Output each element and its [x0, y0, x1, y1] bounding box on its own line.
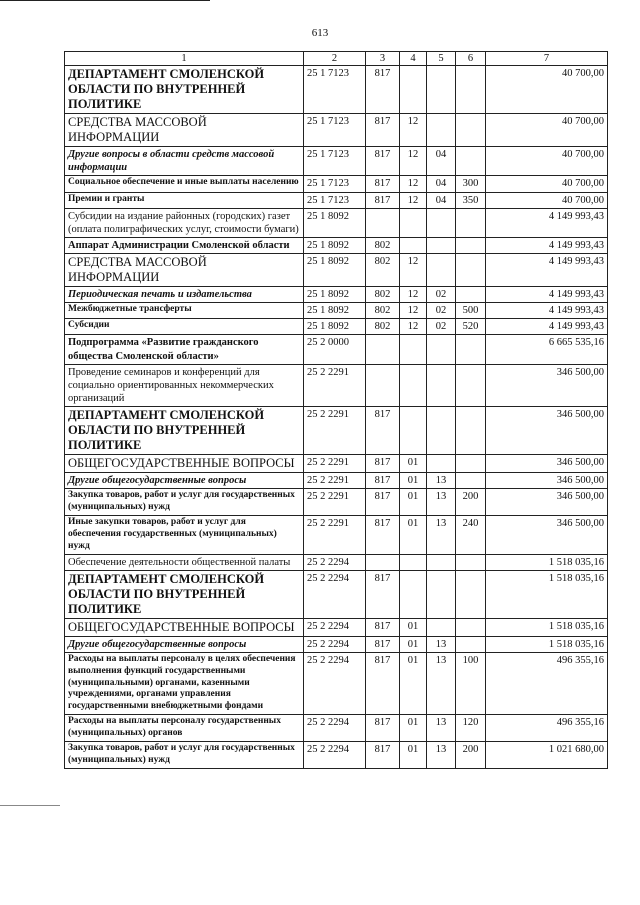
row-sum-cell: 4 149 993,43 — [486, 319, 608, 335]
col-header: 1 — [65, 52, 304, 66]
row-vr-cell: 300 — [456, 176, 486, 192]
row-ministry-cell: 802 — [366, 287, 400, 303]
row-name-cell: Обеспечение деятельности общественной палаты — [65, 554, 304, 570]
row-subsection-cell: 13 — [427, 652, 456, 714]
row-subsection-cell: 02 — [427, 319, 456, 335]
row-code-cell: 25 1 8092 — [304, 237, 366, 253]
header-row — [65, 52, 608, 66]
row-name-cell: Премии и гранты — [65, 192, 304, 208]
row-name-cell: ДЕПАРТАМЕНТ СМОЛЕНСКОЙ ОБЛАСТИ ПО ВНУТРЕННЕЙ ПОЛИТИКЕ — [65, 570, 304, 618]
row-section-cell — [400, 208, 427, 237]
row-ministry-cell: 817 — [366, 636, 400, 652]
row-section-cell: 01 — [400, 618, 427, 636]
row-name-cell: Расходы на выплаты персоналу государственных (муниципальных) органов — [65, 715, 304, 742]
row-sum-cell: 1 021 680,00 — [486, 741, 608, 768]
row-sum-cell: 346 500,00 — [486, 455, 608, 473]
row-code-cell: 25 2 2294 — [304, 715, 366, 742]
row-ministry-cell: 817 — [366, 489, 400, 516]
row-section-cell: 01 — [400, 741, 427, 768]
row-sum-cell: 1 518 035,16 — [486, 570, 608, 618]
row-section-cell: 12 — [400, 147, 427, 176]
table-row — [65, 618, 608, 636]
row-code-cell: 25 2 2294 — [304, 636, 366, 652]
row-name-cell: Другие общегосударственные вопросы — [65, 636, 304, 652]
row-name-cell: Другие вопросы в области средств массовой информации — [65, 147, 304, 176]
row-vr-cell — [456, 554, 486, 570]
table-row — [65, 515, 608, 554]
row-section-cell: 01 — [400, 652, 427, 714]
row-sum-cell: 4 149 993,43 — [486, 287, 608, 303]
row-section-cell — [400, 570, 427, 618]
row-name-cell: Подпрограмма «Развитие гражданского общества Смоленской области» — [65, 335, 304, 364]
row-section-cell: 12 — [400, 319, 427, 335]
row-sum-cell: 496 355,16 — [486, 715, 608, 742]
table-row — [65, 319, 608, 335]
row-section-cell: 01 — [400, 515, 427, 554]
row-vr-cell — [456, 618, 486, 636]
row-sum-cell: 346 500,00 — [486, 407, 608, 455]
row-code-cell: 25 2 2294 — [304, 554, 366, 570]
table-row — [65, 303, 608, 319]
row-sum-cell: 1 518 035,16 — [486, 636, 608, 652]
table-row — [65, 455, 608, 473]
table-row — [65, 335, 608, 364]
row-section-cell — [400, 407, 427, 455]
row-subsection-cell: 04 — [427, 176, 456, 192]
row-section-cell: 12 — [400, 192, 427, 208]
row-name-cell: Субсидии — [65, 319, 304, 335]
table-row — [65, 287, 608, 303]
row-section-cell: 12 — [400, 303, 427, 319]
col-header: 2 — [304, 52, 366, 66]
row-subsection-cell: 02 — [427, 287, 456, 303]
row-section-cell: 12 — [400, 176, 427, 192]
row-name-cell: Межбюджетные трансферты — [65, 303, 304, 319]
row-name-cell: ДЕПАРТАМЕНТ СМОЛЕНСКОЙ ОБЛАСТИ ПО ВНУТРЕННЕЙ ПОЛИТИКЕ — [65, 407, 304, 455]
row-sum-cell: 1 518 035,16 — [486, 554, 608, 570]
row-ministry-cell: 817 — [366, 715, 400, 742]
row-subsection-cell — [427, 364, 456, 406]
budget-table — [64, 51, 608, 769]
row-section-cell: 01 — [400, 636, 427, 652]
row-vr-cell — [456, 254, 486, 287]
row-sum-cell: 6 665 535,16 — [486, 335, 608, 364]
row-name-cell: Аппарат Администрации Смоленской области — [65, 237, 304, 253]
row-section-cell: 01 — [400, 715, 427, 742]
row-code-cell: 25 2 2294 — [304, 570, 366, 618]
row-code-cell: 25 2 2291 — [304, 489, 366, 516]
row-sum-cell: 4 149 993,43 — [486, 254, 608, 287]
row-vr-cell — [456, 636, 486, 652]
row-vr-cell: 240 — [456, 515, 486, 554]
row-name-cell: ОБЩЕГОСУДАРСТВЕННЫЕ ВОПРОСЫ — [65, 455, 304, 473]
row-section-cell: 12 — [400, 254, 427, 287]
table-row — [65, 66, 608, 114]
row-vr-cell — [456, 570, 486, 618]
row-subsection-cell: 04 — [427, 147, 456, 176]
row-sum-cell: 346 500,00 — [486, 515, 608, 554]
col-header: 6 — [456, 52, 486, 66]
table-row — [65, 237, 608, 253]
row-subsection-cell — [427, 455, 456, 473]
row-vr-cell — [456, 335, 486, 364]
row-code-cell: 25 2 2291 — [304, 455, 366, 473]
row-code-cell: 25 1 7123 — [304, 176, 366, 192]
row-vr-cell: 350 — [456, 192, 486, 208]
row-ministry-cell: 817 — [366, 192, 400, 208]
table-row — [65, 364, 608, 406]
page-number: 613 — [311, 27, 329, 39]
row-section-cell — [400, 66, 427, 114]
table-row — [65, 652, 608, 714]
row-name-cell: Другие общегосударственные вопросы — [65, 473, 304, 489]
row-ministry-cell: 802 — [366, 319, 400, 335]
row-ministry-cell — [366, 335, 400, 364]
row-code-cell: 25 2 2291 — [304, 515, 366, 554]
row-code-cell: 25 1 8092 — [304, 303, 366, 319]
row-sum-cell: 4 149 993,43 — [486, 237, 608, 253]
row-sum-cell: 40 700,00 — [486, 192, 608, 208]
row-section-cell: 12 — [400, 287, 427, 303]
row-code-cell: 25 1 8092 — [304, 319, 366, 335]
row-section-cell: 01 — [400, 489, 427, 516]
row-subsection-cell — [427, 254, 456, 287]
row-ministry-cell: 817 — [366, 455, 400, 473]
row-ministry-cell: 817 — [366, 515, 400, 554]
row-code-cell: 25 2 2291 — [304, 407, 366, 455]
row-section-cell — [400, 335, 427, 364]
table-row — [65, 176, 608, 192]
col-header: 7 — [486, 52, 608, 66]
row-sum-cell: 496 355,16 — [486, 652, 608, 714]
row-sum-cell: 1 518 035,16 — [486, 618, 608, 636]
row-ministry-cell: 802 — [366, 303, 400, 319]
row-code-cell: 25 1 7123 — [304, 114, 366, 147]
table-row — [65, 554, 608, 570]
row-name-cell: Закупка товаров, работ и услуг для государственных (муниципальных) нужд — [65, 741, 304, 768]
row-vr-cell: 200 — [456, 741, 486, 768]
row-subsection-cell — [427, 66, 456, 114]
table-row — [65, 407, 608, 455]
col-header: 5 — [427, 52, 456, 66]
row-name-cell: Расходы на выплаты персоналу в целях обеспечения выполнения функций государственными (муниципальными) органами, казенными учреждениями, органами управления государственными внебюджетными фондами — [65, 652, 304, 714]
col-header: 4 — [400, 52, 427, 66]
row-sum-cell: 346 500,00 — [486, 473, 608, 489]
row-code-cell: 25 2 2294 — [304, 652, 366, 714]
row-ministry-cell: 817 — [366, 618, 400, 636]
row-subsection-cell — [427, 237, 456, 253]
table-row — [65, 636, 608, 652]
row-name-cell: Субсидии на издание районных (городских) газет (оплата полиграфических услуг, стоимости бумаги) — [65, 208, 304, 237]
row-code-cell: 25 2 0000 — [304, 335, 366, 364]
row-code-cell: 25 2 2291 — [304, 364, 366, 406]
row-name-cell: Периодическая печать и издательства — [65, 287, 304, 303]
row-subsection-cell: 13 — [427, 515, 456, 554]
row-name-cell: СРЕДСТВА МАССОВОЙ ИНФОРМАЦИИ — [65, 114, 304, 147]
table-body — [65, 66, 608, 769]
row-ministry-cell: 817 — [366, 176, 400, 192]
row-code-cell: 25 2 2294 — [304, 741, 366, 768]
row-code-cell: 25 2 2291 — [304, 473, 366, 489]
row-vr-cell: 500 — [456, 303, 486, 319]
row-subsection-cell — [427, 114, 456, 147]
row-subsection-cell: 04 — [427, 192, 456, 208]
row-name-cell: Закупка товаров, работ и услуг для государственных (муниципальных) нужд — [65, 489, 304, 516]
row-vr-cell — [456, 455, 486, 473]
row-ministry-cell: 817 — [366, 652, 400, 714]
row-name-cell: Иные закупки товаров, работ и услуг для обеспечения государственных (муниципальных) нужд — [65, 515, 304, 554]
row-subsection-cell — [427, 335, 456, 364]
row-vr-cell: 200 — [456, 489, 486, 516]
table-row — [65, 208, 608, 237]
row-name-cell: Проведение семинаров и конференций для социально ориентированных некоммерческих организаций — [65, 364, 304, 406]
row-subsection-cell — [427, 618, 456, 636]
row-subsection-cell: 13 — [427, 715, 456, 742]
table-row — [65, 147, 608, 176]
row-code-cell: 25 1 7123 — [304, 147, 366, 176]
row-ministry-cell: 817 — [366, 741, 400, 768]
row-vr-cell — [456, 114, 486, 147]
row-sum-cell: 4 149 993,43 — [486, 303, 608, 319]
row-vr-cell — [456, 364, 486, 406]
col-header: 3 — [366, 52, 400, 66]
row-code-cell: 25 1 8092 — [304, 287, 366, 303]
row-ministry-cell: 802 — [366, 254, 400, 287]
row-ministry-cell: 817 — [366, 114, 400, 147]
table-row — [65, 192, 608, 208]
row-vr-cell — [456, 473, 486, 489]
row-sum-cell: 40 700,00 — [486, 66, 608, 114]
top-rule — [0, 0, 210, 1]
row-vr-cell: 520 — [456, 319, 486, 335]
row-vr-cell — [456, 237, 486, 253]
table-row — [65, 254, 608, 287]
row-subsection-cell: 13 — [427, 473, 456, 489]
row-section-cell — [400, 364, 427, 406]
row-vr-cell — [456, 66, 486, 114]
row-name-cell: ОБЩЕГОСУДАРСТВЕННЫЕ ВОПРОСЫ — [65, 618, 304, 636]
row-sum-cell: 346 500,00 — [486, 489, 608, 516]
row-subsection-cell: 13 — [427, 741, 456, 768]
table-row — [65, 570, 608, 618]
row-vr-cell — [456, 407, 486, 455]
row-code-cell: 25 2 2294 — [304, 618, 366, 636]
row-ministry-cell — [366, 208, 400, 237]
row-name-cell: Социальное обеспечение и иные выплаты населению — [65, 176, 304, 192]
bottom-rule — [0, 805, 60, 806]
row-code-cell: 25 1 8092 — [304, 254, 366, 287]
row-vr-cell: 120 — [456, 715, 486, 742]
table-row — [65, 715, 608, 742]
row-vr-cell — [456, 147, 486, 176]
row-ministry-cell: 817 — [366, 147, 400, 176]
row-ministry-cell: 817 — [366, 570, 400, 618]
row-section-cell — [400, 237, 427, 253]
row-section-cell — [400, 554, 427, 570]
row-name-cell: СРЕДСТВА МАССОВОЙ ИНФОРМАЦИИ — [65, 254, 304, 287]
row-subsection-cell — [427, 407, 456, 455]
row-name-cell: ДЕПАРТАМЕНТ СМОЛЕНСКОЙ ОБЛАСТИ ПО ВНУТРЕННЕЙ ПОЛИТИКЕ — [65, 66, 304, 114]
table-row — [65, 489, 608, 516]
row-sum-cell: 40 700,00 — [486, 176, 608, 192]
table-row — [65, 473, 608, 489]
table-row — [65, 741, 608, 768]
row-subsection-cell — [427, 554, 456, 570]
row-vr-cell — [456, 287, 486, 303]
row-ministry-cell — [366, 364, 400, 406]
row-ministry-cell — [366, 554, 400, 570]
row-section-cell: 12 — [400, 114, 427, 147]
row-sum-cell: 346 500,00 — [486, 364, 608, 406]
row-subsection-cell: 13 — [427, 489, 456, 516]
row-sum-cell: 4 149 993,43 — [486, 208, 608, 237]
row-sum-cell: 40 700,00 — [486, 147, 608, 176]
row-subsection-cell — [427, 208, 456, 237]
row-code-cell: 25 1 8092 — [304, 208, 366, 237]
row-sum-cell: 40 700,00 — [486, 114, 608, 147]
row-section-cell: 01 — [400, 455, 427, 473]
row-section-cell: 01 — [400, 473, 427, 489]
row-code-cell: 25 1 7123 — [304, 66, 366, 114]
row-ministry-cell: 802 — [366, 237, 400, 253]
row-ministry-cell: 817 — [366, 473, 400, 489]
table-row — [65, 114, 608, 147]
row-vr-cell: 100 — [456, 652, 486, 714]
row-subsection-cell — [427, 570, 456, 618]
row-ministry-cell: 817 — [366, 66, 400, 114]
row-code-cell: 25 1 7123 — [304, 192, 366, 208]
row-subsection-cell: 02 — [427, 303, 456, 319]
row-vr-cell — [456, 208, 486, 237]
row-ministry-cell: 817 — [366, 407, 400, 455]
row-subsection-cell: 13 — [427, 636, 456, 652]
